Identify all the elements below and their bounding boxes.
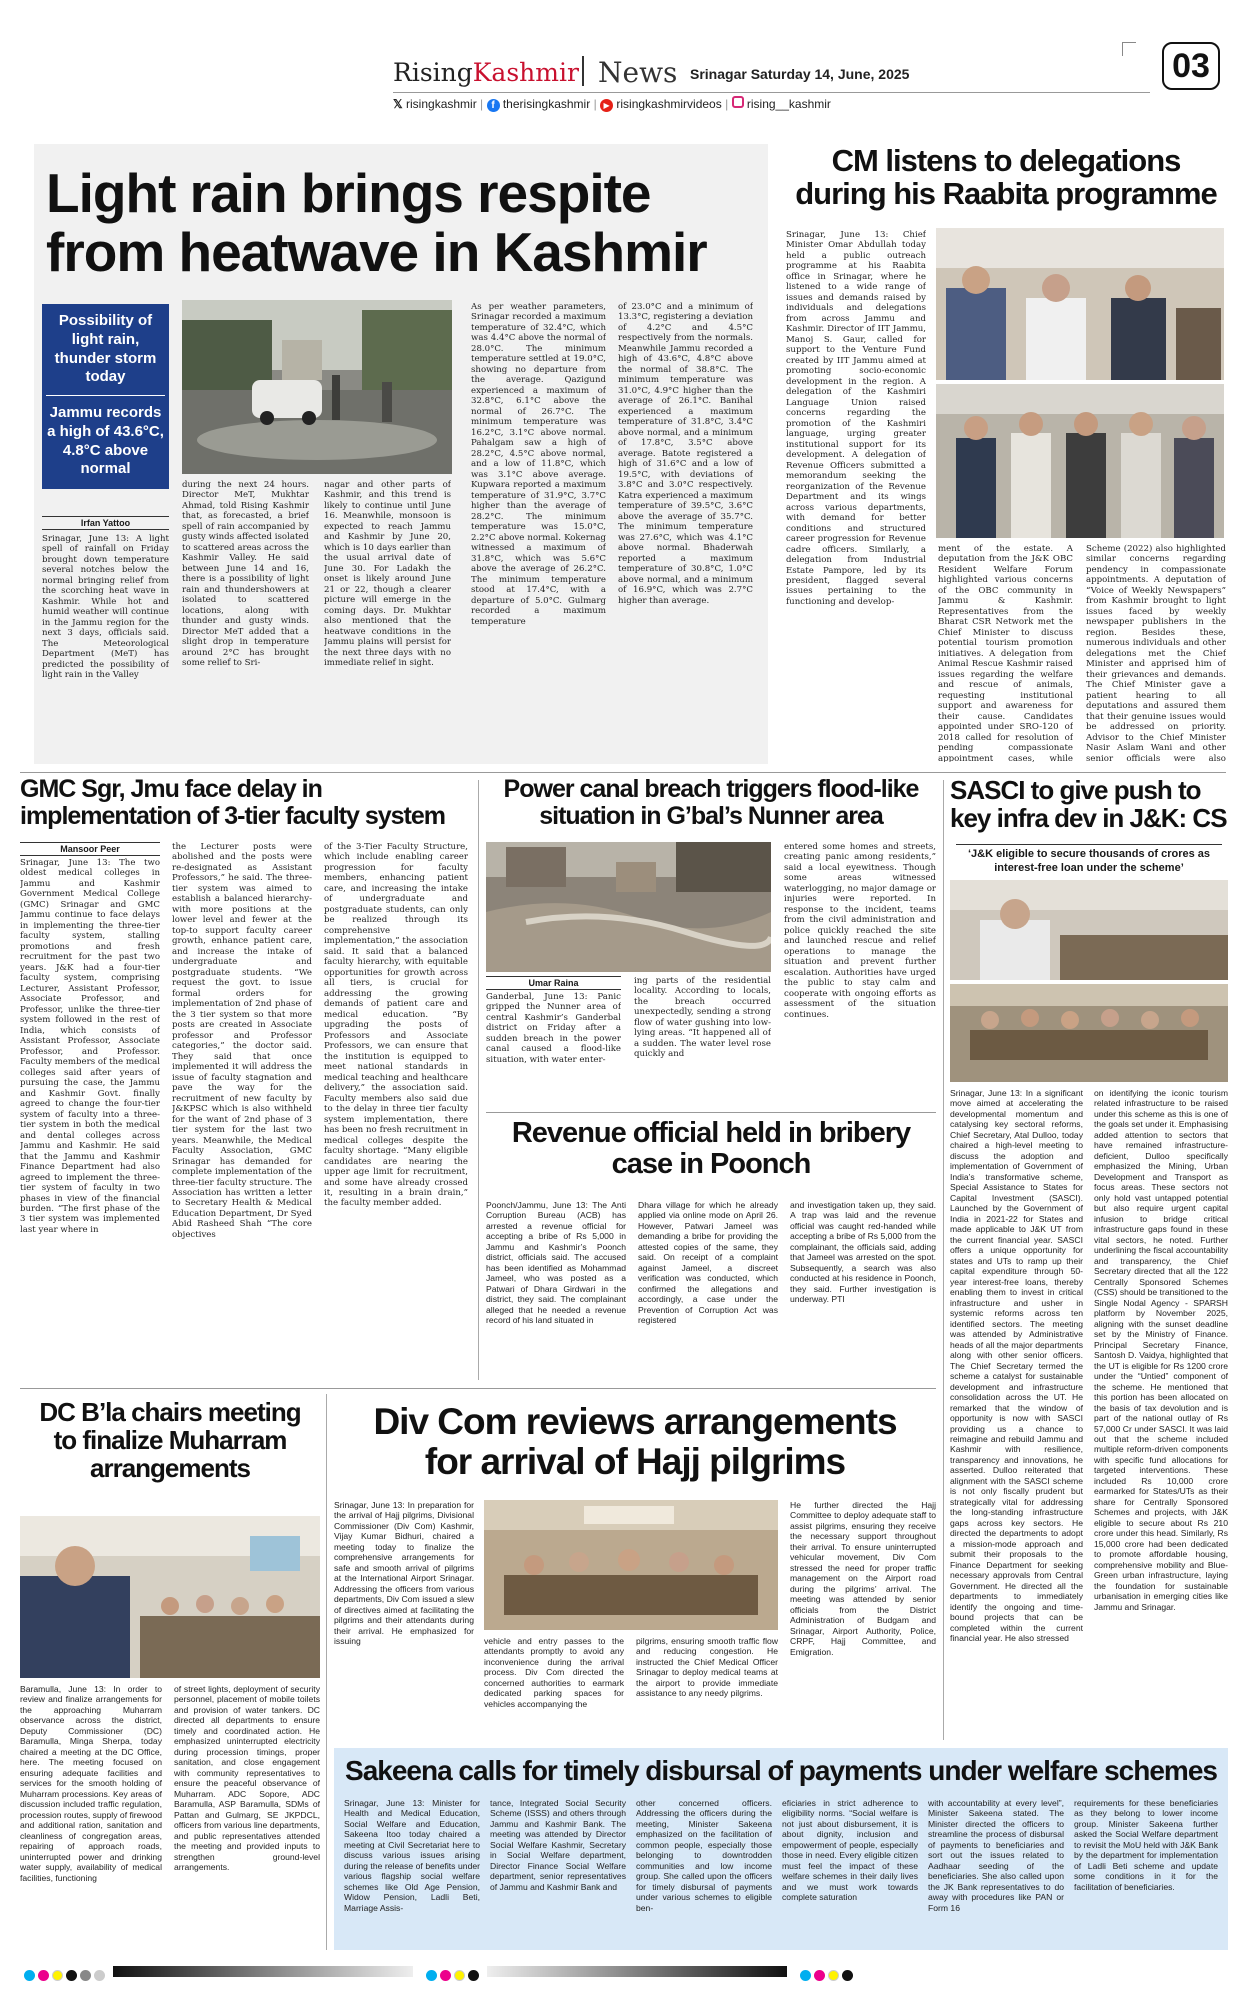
section-divider — [20, 772, 1226, 773]
lead-headline — [46, 164, 707, 283]
light-dot — [94, 1970, 105, 1981]
x-handle[interactable]: risingkashmir — [406, 97, 477, 111]
sakeena-story — [334, 1748, 1228, 1950]
muharram-col-1: Baramulla, June 13: In order to review and finalize arrangements for the approaching Muharram observance across the district, Deputy Commissioner (DC) Baramulla, Minga Sherpa, today chaired a meeting at the DC Office, here. The meeting focused on ensuring adequate facilities and services for the smooth holding of Muharram processions. Key areas of discussion included traffic regulation, procession routes, supply of firewood and additional ration, sanitation and cleanliness of congregation areas, repairing of approach roads, uninterrupted power and drinking water supply, availability of medical facilities, functioning — [20, 1684, 162, 1883]
hajj-story — [334, 1394, 936, 1744]
bribery-story — [486, 1118, 936, 1380]
sasci-subhead: ‘J&K eligible to secure thousands of crores as interest-free loan under the scheme’ — [956, 844, 1222, 876]
cyan-dot — [800, 1970, 811, 1981]
brand-kashmir: Kashmir — [472, 58, 579, 87]
dc-meeting-photo — [20, 1516, 320, 1678]
hajj-col-4: He further directed the Hajj Committee to deploy adequate staff to assist pilgrims, ensuring they receive the necessary support throughout their arrival. To ensure uninterrupted vehicular movement, Div Com stressed the need for proper traffic management on the Airport road during the pilgrims’ arrival. The meeting was attended by senior officials from the District Administration of Budgam and Srinagar, Airport Authority, Police, CRPF, Hajj Committee, and Emigration. — [790, 1500, 936, 1657]
magenta-dot — [38, 1970, 49, 1981]
section-divider — [20, 1388, 936, 1389]
sasci-photo — [950, 880, 1228, 1082]
canal-col-2: ing parts of the residential locality. According to locals, the breach occurred unexpectedly, sending a strong flow of water gushing into low-lying areas. “It happened all of a sudden. The water level rose quickly and — [634, 976, 771, 1060]
yellow-dot — [828, 1970, 839, 1981]
muharram-col-2: of street lights, deployment of security personnel, placement of mobile toilets and provision of water tankers. DC directed all departments to ensure timely and coordinated action. He emphasized uninterrupted electricity during procession timings, proper sanitation, and close engagement with community representatives to ensure the peaceful observance of Muharram. ADC Sopore, ADC Baramulla, ASP Baramulla, SDMs of Pattan and Gulmarg, SE JKPDCL, officers from various line departments, and public representatives attended the meeting and provided inputs to strengthen ground-level arrangements. — [174, 1684, 320, 1873]
masthead-divider — [582, 56, 584, 86]
muharram-headline-line-2: to finalize Muharram — [53, 1425, 287, 1456]
yellow-dot — [52, 1970, 63, 1981]
muharram-headline-line-1: DC B’la chairs meeting — [39, 1397, 301, 1427]
registration-bar — [24, 1966, 1224, 1982]
section-divider — [486, 1112, 936, 1113]
magenta-dot — [814, 1970, 825, 1981]
hajj-col-3: pilgrims, ensuring smooth traffic flow and reducing congestion. He instructed the Chief Medical Officer Srinagar to deploy medical teams at the airport to provide immediate assistance to any needy pilgrims. — [636, 1636, 778, 1699]
sasci-headline-line-2: key infra dev in J&K: CS — [950, 803, 1227, 834]
canal-headline — [486, 776, 936, 830]
sakeena-headline: Sakeena calls for timely disbursal of payments under welfare schemes — [345, 1755, 1217, 1786]
muharram-story — [20, 1394, 320, 1950]
yellow-dot — [454, 1970, 465, 1981]
cm-col-3: Scheme (2022) also highlighted similar concerns regarding pendency in compassionate appointments. A deputation of “Voice of Weekly Newspapers” from Kashmir brought to light issues faced by weekly newspaper publishers in the region. Besides these, numerous individuals and other delegations met the Chief Minister and apprised him of their grievances and demands. The Chief Minister gave a patient hearing to all deputations and assured them that their genuine issues would be addressed on priority. Advisor to the Chief Minister Nasir Aslam Wani and other senior officials were also — [1086, 544, 1226, 762]
hajj-photo — [484, 1500, 778, 1630]
instagram-handle[interactable]: rising__kashmir — [746, 97, 831, 111]
cm-headline — [786, 144, 1226, 211]
lead-col-1: Srinagar, June 13: A light spell of rainfall on Friday brought down temperature several notches below the normal bringing relief from the scorching heat wave in Kashmir. While hot and humid weather will continue in the Jammu region for the next 3 days, officials said. The Meteorological Department (MeT) has predicted the possibility of light rain in the Valley — [42, 534, 169, 681]
gmc-byline: Mansoor Peer — [20, 842, 160, 856]
hajj-col-2: vehicle and entry passes to the attendants promptly to avoid any inconvenience during the arrival process. Div Com directed the concerned authorities to earmark dedicated parking spaces for vehicles accompanying the — [484, 1636, 624, 1709]
lead-col-3: nagar and other parts of Kashmir, and this trend is likely to continue until June 16. Meanwhile, monsoon is expected to reach Jammu and Kashmir by June 20, which is 10 days earlier than the usual arrival date of June 30. For Ladakh the onset is likely around June 21 or 22, though a clearer picture will emerge in the coming days. Dr. Mukhtar also mentioned that the heatwave conditions in the Jammu plains will persist for the next three days with no immediate relief in sight. — [324, 480, 451, 669]
lead-photo — [182, 300, 452, 474]
bribery-col-1: Poonch/Jammu, June 13: The Anti Corruption Bureau (ACB) has arrested a revenue official for accepting a bribe of Rs 5,000 in Jammu and Kashmir’s Poonch district, officials said. The accused has been identified as Mohammad Jameel, who was posted as a Patwari of Dhara Girdwari in the district, they said. The complainant alleged that he needed a revenue record of his land situated in — [486, 1200, 626, 1326]
brand-rising: Rising — [393, 58, 473, 87]
muharram-headline — [20, 1398, 320, 1482]
canal-col-3: entered some homes and streets, creating panic among residents,” said a local eyewitness. Though some areas witnessed waterlogging, no major damage or injuries were reported. In response to the incident, teams from the civil administration and police quickly reached the site and launched rescue and relief operations to manage the situation and prevent further escalation. Authorities have urged the public to stay calm and cooperate with ongoing efforts as assessment of the situation continues. — [784, 842, 936, 1020]
x-icon[interactable]: 𝕏 — [393, 97, 403, 111]
sasci-col-2: on identifying the iconic tourism related infrastructure to be raised under this scheme as this is one of the goals set under it. Emphasising added attention to sectors that have remained infrastructure-deficient, Dulloo specifically emphasized the Mining, Urban Development and Transport as focus areas. These sectors not only hold vast untapped potential but also require urgent capital infusion to bridge critical infrastructure gaps found in these vital sectors, he noted. Further underlining the fiscal accountability and transparency, the Chief Secretary directed that all the 122 Centrally Sponsored Schemes (CSS) should be transitioned to the Single Nodal Agency - SPARSH platform by November 2025, aligning with the sunset deadline set by the Ministry of Finance. Principal Secretary Finance, Santosh D. Vaidya, highlighted that the UT is eligible for Rs 1200 crore under the “Untied” component of the scheme. He mentioned that this portion has been allocated on the basis of tax devolution and is part of the national outlay of Rs 57,000 Cr under SASCI. It was laid out that the scheme included multiple reform-driven components with specific fund allocations for targeted interventions. These included Rs 10,000 crore earmarked for States/UTs as their share for Centrally Sponsored Schemes and projects, with J&K eligible to secure about Rs 210 crore under this head. Similarly, Rs 15,000 crore had been dedicated to promote affordable housing, comprehensive mobility and Blue-Green urban infrastructure, laying the foundation for sustainable urbanisation in emerging cities like Jammu and Srinagar. — [1094, 1088, 1228, 1612]
lead-col-5: of 23.0°C and a minimum of 13.3°C, registering a deviation of 4.2°C and 4.5°C respectively from the normals. Meanwhile Jammu recorded a high of 43.6°C, 4.8°C above the normal of 38.8°C. The minimum temperature was 31.0°C, 4.9°C higher than the average of 26.1°C. Banihal experienced a maximum temperature of 31.8°C, 3.4°C above normal, and a minimum of 17.8°C, 3.5°C above average. Batote registered a high of 31.6°C and a low of 19.5°C, with deviations of 3.8°C and 3.0°C respectively. Katra experienced a maximum temperature of 39.5°C, 3.6°C above the average of 35.7°C. The minimum temperature was 27.6°C, which was 4.1°C above normal. Bhaderwah reported a maximum temperature of 30.8°C, 1.0°C above normal, and a minimum of 16.9°C, which was 2.7°C higher than average. — [618, 302, 753, 606]
gradient-strip — [487, 1966, 787, 1977]
grey-dot — [80, 1970, 91, 1981]
cm-headline-line-1: CM listens to delegations — [831, 143, 1181, 178]
cm-delegation-photo — [936, 228, 1224, 538]
lead-highlight-2: Jammu records a high of 43.6°C, 4.8°C above normal — [47, 404, 164, 478]
canal-col-1: Ganderbal, June 13: Panic gripped the Nunner area of central Kashmir’s Ganderbal district on Friday after a sudden breach in the power canal caused a flood-like situation, with water enter- — [486, 992, 621, 1065]
gmc-col-1: Srinagar, June 13: The two oldest medical colleges in Jammu and Kashmir Government Medical College (GMC) Srinagar and GMC Jammu continue to face delays in implementing the three-tier faculty system, stalling promotions and fresh recruitment for the past two years. J&K had a four-tier faculty system, comprising Lecturer, Assistant Professor, Associate Professor, and Professor, unlike the three-tier system followed in the rest of India, which consists of Assistant Professor, Associate Professor, and Professor. Faculty members of the medical colleges said after years of pursuing the case, the Jammu and Kashmir Govt. finally agreed to change the four-tier system of faculty into a three-tier system in both the medical and dental colleges across Jammu and Kashmir. He said that the Jammu and Kashmir Finance Department had also agreed to implement the three-tier system of faculty in two phases in view of the financial burden. “The first phase of the 3 tier system was implemented last year where in — [20, 858, 160, 1235]
sasci-story — [950, 776, 1228, 1744]
canal-photo — [486, 842, 771, 972]
youtube-icon[interactable]: ▶ — [600, 99, 613, 112]
sasci-headline — [950, 776, 1228, 832]
column-divider — [943, 780, 944, 1740]
canal-headline-line-1: Power canal breach triggers flood-like — [503, 775, 919, 803]
youtube-handle[interactable]: risingkashmirvideos — [616, 97, 722, 111]
cm-story — [786, 144, 1226, 764]
hajj-col-1: Srinagar, June 13: In preparation for the arrival of Hajj pilgrims, Divisional Commissioner (Div Com) Kashmir, Vijay Kumar Bidhuri, chaired a meeting today to finalize the comprehensive arrangements for safe and smooth arrival of pilgrims at the International Airport Srinagar. Addressing the officers from various departments, Div Com issued a slew of directives aimed at facilitating the pilgrims and their attendants during their arrival. He emphasized for issuing — [334, 1500, 474, 1647]
sakeena-col-6: requirements for these beneficiaries as they belong to lower income group. Minister Sakeena further asked the Social Welfare department to revisit the MoU held with J&K Bank by the department for implementation of Ladli Beti scheme and update some conditions in it for the facilitation of beneficiaries. — [1074, 1798, 1218, 1892]
gmc-story — [20, 776, 470, 1386]
hajj-headline-line-1: Div Com reviews arrangements — [373, 1401, 897, 1442]
cm-headline-line-2: during his Raabita programme — [795, 176, 1217, 212]
canal-headline-line-2: situation in G’bal’s Nunner area — [539, 802, 883, 830]
sasci-headline-line-1: SASCI to give push to — [950, 775, 1201, 805]
brand-logo[interactable] — [393, 58, 579, 87]
magenta-dot — [440, 1970, 451, 1981]
column-divider — [478, 780, 479, 1380]
gradient-strip — [113, 1966, 413, 1977]
gmc-headline-line-2: implementation of 3-tier faculty system — [20, 802, 446, 830]
sakeena-col-3: other concerned officers. Addressing the officers during the meeting, Minister Sakeena emphasized on the facilitation of common people, especially those belonging to downtrodden communities and low income group. She called upon the officers for timely disbursal of payments under various schemes to eligible ben- — [636, 1798, 772, 1913]
lead-highlight-1: Possibility of light rain, thunder storm today — [54, 312, 157, 386]
bribery-headline-line-1: Revenue official held in bribery — [511, 1117, 911, 1149]
canal-story — [486, 776, 936, 1106]
facebook-icon[interactable]: f — [487, 99, 500, 112]
registration-cross — [1122, 42, 1136, 56]
masthead — [0, 0, 1248, 118]
separator: | — [593, 97, 601, 111]
gmc-col-2: the Lecturer posts were abolished and the posts were re-designated as Assistant Professors,” he said. The three-tier system was aimed to establish a balanced hierarchy-with more positions at the lower level and fewer at the top-to support faculty career growth, enhance patient care, and increase the intake of undergraduate and postgraduate students. “We request the govt. to issue formal orders for implementation of 2nd phase of the 3 tier system so that more posts are created in Associate professor and Professor categories,” the doctor said. They said that once implemented it will address the issue of faculty stagnation and pave the way for the recruitment of new faculty by J&KPSC which is also withheld for the want of 2nd phase of 3 tier system for the last two years. Meanwhile, the Medical Faculty Association, GMC Srinagar has demanded for complete implementation of the three-tier faculty structure. The Association has written a letter to Secretary Health & Medical Education Department, Dr Syed Abid Rasheed Shah “The core objectives — [172, 842, 312, 1240]
page-number: 03 — [1162, 42, 1220, 90]
sakeena-col-2: tance, Integrated Social Security Scheme (ISSS) and others through Jammu and Kashmir Bank. The meeting was attended by Director Social Welfare Kashmir, Secretary in Social Welfare department, Director Finance Social Welfare department, senior representatives of Jammu and Kashmir Bank and — [490, 1798, 626, 1892]
flood-photo — [486, 842, 771, 972]
lead-col-4: As per weather parameters, Srinagar recorded a maximum temperature of 32.4°C, which was 4.4°C above the normal of 28.0°C. The minimum temperature settled at 19.0°C, showing no departure from the average. Qazigund experienced a maximum of 32.8°C, 6.1°C above the normal of 26.7°C. The minimum temperature was 16.2°C, 3.1°C above normal. Pahalgam saw a high of 28.2°C, 4.5°C above normal, and a low of 11.8°C, which was 3.1°C above average. Kupwara reported a maximum temperature of 31.9°C, 3.7°C higher than the average of 28.2°C. The minimum temperature was 15.0°C, 2.2°C above normal. Kokernag witnessed a maximum of 31.8°C, which was 5.6°C above the average of 26.2°C. The minimum temperature stood at 17.4°C, with a departure of 5.0°C. Gulmarg recorded a maximum temperature — [471, 302, 606, 627]
cyan-dot — [426, 1970, 437, 1981]
lead-col-2: during the next 24 hours. Director MeT, Mukhtar Ahmad, told Rising Kashmir that, as forecasted, a brief spell of rain accompanied by gusty winds affected isolated to scattered areas across the Kashmir Valley. He said between June 14 and 16, there is a possibility of light rain and thundershowers at isolated to scattered locations, along with thunder and gusty winds. Director MeT added that a slight drop in temperature around 2°C has brought some relief to Sri- — [182, 480, 309, 669]
sakeena-col-5: with accountability at every level”, Minister Sakeena stated. The Minister directed the officers to streamline the process of disbursal of payments to beneficiaries and sort out the issues related to Aadhaar seeding of the beneficiaries. She also called upon the JK Bank representatives to do away with procedures like PAN or Form 16 — [928, 1798, 1064, 1913]
lead-story — [34, 144, 768, 764]
bribery-headline — [486, 1118, 936, 1181]
black-dot — [66, 1970, 77, 1981]
separator: | — [480, 97, 487, 111]
section-name: News — [598, 56, 678, 89]
canal-byline: Umar Raina — [486, 976, 621, 990]
divcom-meeting-photo — [484, 1500, 778, 1630]
black-dot — [842, 1970, 853, 1981]
rain-street-photo — [182, 300, 452, 474]
sakeena-col-1: Srinagar, June 13: Minister for Health and Medical Education, Social Welfare and Education, Sakeena Itoo today chaired a meeting at Civil Secretariat here to discuss various issues arising during the release of benefits under various flagship social welfare schemes like Old Age Pension, Widow Pension, Ladli Beti, Marriage Assis- — [344, 1798, 480, 1913]
sakeena-col-4: eficiaries in strict adherence to eligibility norms. “Social welfare is not just about disbursement, it is about dignity, inclusion and empowerment of people, especially those in need. Every eligible citizen must feel the impact of these welfare schemes in their daily lives and we must work towards complete saturation — [782, 1798, 918, 1903]
lead-headline-line-1: Light rain brings respite — [46, 162, 651, 224]
masthead-rule — [393, 92, 1150, 93]
highlight-divider — [46, 395, 165, 396]
lead-highlight-box — [42, 304, 169, 489]
lead-headline-line-2: from heatwave in Kashmir — [46, 221, 707, 284]
gmc-headline-line-1: GMC Sgr, Jmu face delay in — [20, 775, 322, 803]
bribery-headline-line-2: case in Poonch — [611, 1148, 811, 1181]
muharram-photo — [20, 1516, 320, 1678]
cyan-dot — [24, 1970, 35, 1981]
black-dot — [468, 1970, 479, 1981]
social-bar — [393, 96, 831, 112]
gmc-headline — [20, 776, 470, 830]
instagram-icon[interactable] — [732, 96, 744, 108]
muharram-headline-line-3: arrangements — [90, 1453, 250, 1484]
column-divider — [326, 1394, 327, 1950]
gmc-col-3: of the 3-Tier Faculty Structure, which include enabling career progression for faculty members, enhancing patient care, and increasing the intake of undergraduate and postgraduate students, can only be realized through its comprehensive implementation,” the association said. It said that a balanced faculty hierarchy, with equitable opportunities for growth across all tiers, is crucial for addressing the growing demands of patient care and medical education. “By upgrading the posts of Professors and Associate Professors, we can ensure that the institution is equipped to meet national standards in medical teaching and healthcare delivery,” the association said. Faculty members also said due to the delay in three tier faculty system implementation, there has been no fresh recruitment in medical colleges despite the faculty shortage. “Many eligible candidates are nearing the upper age limit for recruitment, and some have already crossed it, resulting in a brain drain,” the faculty member added. — [324, 842, 468, 1209]
facebook-handle[interactable]: therisingkashmir — [502, 97, 591, 111]
sasci-col-1: Srinagar, June 13: In a significant move aimed at accelerating the developmental momentum and catalysing key sectoral reforms, Chief Secretary, Atal Dulloo, today chaired a high-level meeting to discuss the adoption and implementation of Government of India’s transformative scheme, Special Assistance to States for Capital Investment (SASCI). Launched by the Government of India in 2021-22 for States and made applicable to J&K UT from the current financial year. SASCI offers a unique opportunity for states and UTs to ramp up their capital expenditure through 50-year interest-free loans, thereby enabling them to invest in critical infrastructure and usher in systemic reforms across ten identified sectors. The meeting was attended by Administrative heads of all the major departments along with other senior officers. The Chief Secretary termed the scheme a catalyst for sustainable development and infrastructure consolidation across the UT. He remarked that the window of opportunity is now with SASCI providing us a chance to reimagine and rebuild Jammu and Kashmir with resilience, transparency and innovations, he asserted. Dulloo reiterated that alignment with the SASCI scheme is not only fiscally prudent but strategically vital for addressing the long-standing infrastructure gaps across key sectors. He directed the departments to adopt a mission-mode approach and submit their proposals to the Finance Department for seeking necessary approvals from Central Government. He directed all the departments to immediately identify the ongoing and time-bound projects that can be completed within the current financial year. He also stressed — [950, 1088, 1083, 1644]
cm-col-1: Srinagar, June 13: Chief Minister Omar Abdullah today held a public outreach programme at his Raabita office in Srinagar, where he listened to a wide range of issues and demands raised by individuals and delegations from across Jammu and Kashmir. Director of IIT Jammu, Manoj S. Gaur, called for support to the Venture Fund created by IIT Jammu aimed at promoting socio-economic development in the region. A delegation of the Kashmiri Language Union raised concerns regarding the promotion of the Kashmiri language, urging greater institutional support for its development. A delegation of Revenue Officers submitted a memorandum seeking the reorganization of the Revenue Department and its wings across various departments, with demand for better conditions and structured career progression for Revenue cadre officers. Similarly, a delegation from Industrial Estate Pampore, led by its president, flagged several issues pertaining to the functioning and develop- — [786, 230, 926, 607]
lead-byline: Irfan Yattoo — [42, 516, 169, 530]
separator: | — [725, 97, 732, 111]
cm-col-2: ment of the estate. A deputation from the J&K OBC Resident Welfare Forum highlighted various concerns of the OBC community in Jammu & Kashmir. Representatives from the Bharat CSR Network met the Chief Minister to discuss potential tourism promotion initiatives. A delegation from Animal Rescue Kashmir raised issues regarding the welfare and rescue of animals, requesting institutional support and awareness for their cause. Candidates appointed under SRO-120 of 2018 called for resolution of pending compassionate appointment cases, while — [938, 544, 1073, 762]
meeting-photo — [950, 880, 1228, 1082]
bribery-col-3: and investigation taken up, they said. A trap was laid and the revenue official was caught red-handed while accepting a bribe of Rs 5,000 from the complainant, the officials said, adding that Jameel was arrested on the spot. Subsequently, a search was also conducted at his residence in Poonch, they said. Further investigation is underway. PTI — [790, 1200, 936, 1305]
hajj-headline-line-2: for arrival of Hajj pilgrims — [424, 1440, 846, 1482]
dateline: Srinagar Saturday 14, June, 2025 — [690, 66, 910, 82]
cm-photo — [936, 228, 1224, 538]
bribery-col-2: Dhara village for which he already applied via online mode on April 26. However, Patwari Jameel was demanding a bribe for providing the attested copies of the same, they said. On receipt of a complaint against Jameel, a discreet verification was conducted, which confirmed the allegations and accordingly, a case under the Prevention of Corruption Act was registered — [638, 1200, 778, 1326]
hajj-headline — [334, 1402, 936, 1482]
